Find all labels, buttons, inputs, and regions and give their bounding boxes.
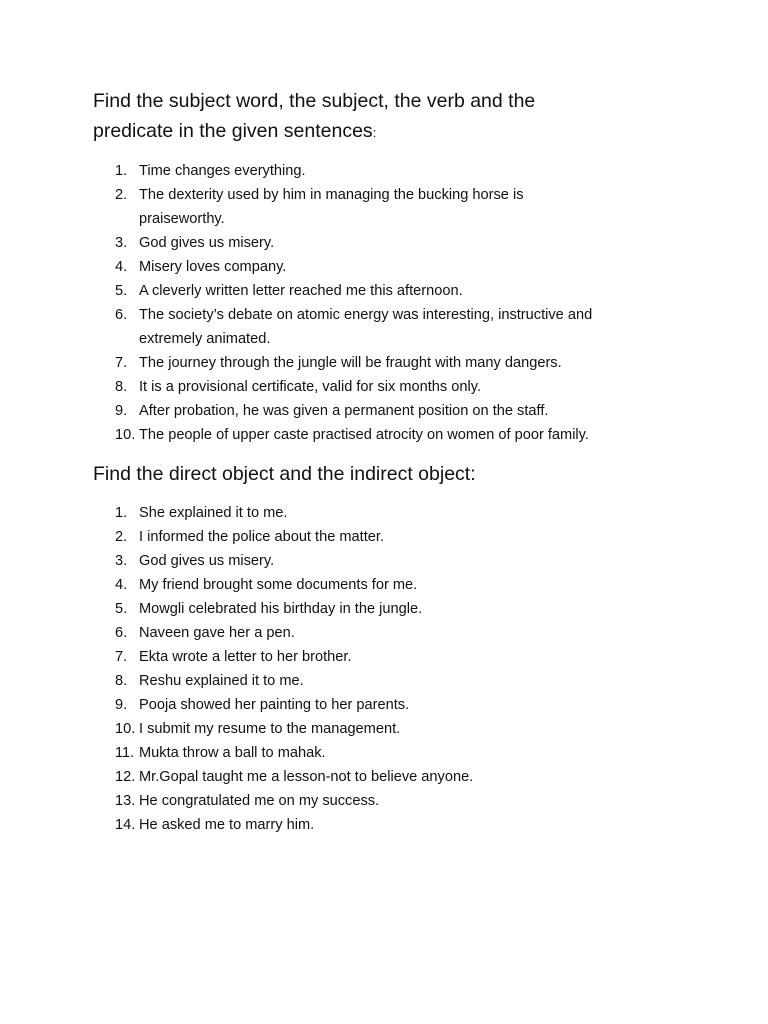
list-item-text — [139, 255, 669, 279]
list-item-text — [139, 525, 669, 549]
list-item — [0, 789, 768, 813]
list-item-text-line: The journey through the jungle will be fraught with many dangers. — [139, 355, 562, 371]
section1-heading-line1: Find the subject word, the subject, the verb and the — [93, 90, 536, 112]
list-item — [0, 183, 768, 231]
list-item-text-line: Mowgli celebrated his birthday in the jungle. — [139, 601, 423, 617]
list-item-number: 9. — [115, 697, 128, 713]
list-item-number: 6. — [115, 307, 128, 323]
list-item — [0, 501, 768, 525]
list-item — [0, 375, 768, 399]
list-item-number: 10. — [115, 721, 136, 737]
list-item — [0, 549, 768, 573]
list-item-text-line: praiseworthy. — [139, 211, 225, 227]
list-item-text — [139, 597, 669, 621]
list-item-text-line: Mukta throw a ball to mahak. — [139, 745, 326, 761]
list-item-text — [139, 501, 669, 525]
list-item-text-line: Naveen gave her a pen. — [139, 625, 295, 641]
list-item-text-line: Time changes everything. — [139, 163, 306, 179]
list-item — [0, 351, 768, 375]
list-item-number: 1. — [115, 163, 128, 179]
list-item-text — [139, 159, 669, 183]
list-item-number: 6. — [115, 625, 128, 641]
list-item-text-line: I informed the police about the matter. — [139, 529, 384, 545]
list-item — [0, 717, 768, 741]
list-item-text-line: Ekta wrote a letter to her brother. — [139, 649, 352, 665]
list-item-text — [139, 183, 669, 231]
list-item — [0, 303, 768, 351]
list-item — [0, 279, 768, 303]
list-item-number: 2. — [115, 529, 128, 545]
list-item-text-line: My friend brought some documents for me. — [139, 577, 418, 593]
list-item-text-line: A cleverly written letter reached me this afternoon. — [139, 283, 463, 299]
list-item-text-line: It is a provisional certificate, valid for six months only. — [139, 379, 482, 395]
list-item-text — [139, 549, 669, 573]
list-item-number: 13. — [115, 793, 136, 809]
list-item-text — [139, 813, 669, 837]
list-item-number: 8. — [115, 379, 128, 395]
list-item — [0, 765, 768, 789]
list-item-text-line: He asked me to marry him. — [139, 817, 315, 833]
list-item-text — [139, 399, 669, 423]
list-item-text — [139, 375, 669, 399]
section1-heading — [93, 86, 535, 148]
list-item-number: 3. — [115, 235, 128, 251]
list-item-text — [139, 279, 669, 303]
list-item — [0, 525, 768, 549]
section1-sentence-list — [0, 159, 768, 447]
list-item-text — [139, 423, 669, 447]
list-item-text-line: Pooja showed her painting to her parents. — [139, 697, 410, 713]
list-item-text — [139, 765, 669, 789]
list-item-number: 4. — [115, 577, 128, 593]
list-item-text-line: Reshu explained it to me. — [139, 673, 304, 689]
section1-heading-line2: predicate in the given sentences — [93, 120, 373, 142]
list-item-number: 8. — [115, 673, 128, 689]
list-item — [0, 741, 768, 765]
list-item-number: 7. — [115, 355, 128, 371]
list-item-text-line: God gives us misery. — [139, 553, 275, 569]
list-item-text-line: extremely animated. — [139, 331, 271, 347]
list-item — [0, 693, 768, 717]
list-item — [0, 621, 768, 645]
list-item-text-line: Mr.Gopal taught me a lesson-not to believe anyone. — [139, 769, 474, 785]
list-item-text — [139, 693, 669, 717]
list-item — [0, 597, 768, 621]
list-item-text-line: He congratulated me on my success. — [139, 793, 380, 809]
list-item-number: 14. — [115, 817, 136, 833]
list-item-text-line: I submit my resume to the management. — [139, 721, 401, 737]
list-item — [0, 255, 768, 279]
list-item-number: 5. — [115, 283, 128, 299]
list-item-text — [139, 645, 669, 669]
list-item — [0, 645, 768, 669]
list-item-text — [139, 231, 669, 255]
list-item-text — [139, 741, 669, 765]
list-item-text — [139, 573, 669, 597]
list-item-text — [139, 789, 669, 813]
list-item-number: 2. — [115, 187, 128, 203]
list-item — [0, 159, 768, 183]
list-item-text — [139, 621, 669, 645]
list-item-text — [139, 351, 669, 375]
list-item-number: 5. — [115, 601, 128, 617]
list-item-text-line: The people of upper caste practised atrocity on women of poor family. — [139, 427, 589, 443]
list-item — [0, 231, 768, 255]
list-item-text-line: God gives us misery. — [139, 235, 275, 251]
list-item-text-line: Misery loves company. — [139, 259, 287, 275]
list-item — [0, 423, 768, 447]
list-item — [0, 669, 768, 693]
section2-sentence-list — [0, 501, 768, 837]
list-item-number: 1. — [115, 505, 128, 521]
list-item-number: 9. — [115, 403, 128, 419]
list-item — [0, 813, 768, 837]
list-item-text-line: The society’s debate on atomic energy was interesting, instructive and — [139, 307, 593, 323]
list-item — [0, 573, 768, 597]
list-item-number: 7. — [115, 649, 128, 665]
list-item-number: 11. — [115, 745, 135, 761]
list-item-number: 4. — [115, 259, 128, 275]
list-item-text-line: The dexterity used by him in managing the bucking horse is — [139, 187, 524, 203]
section1-heading-colon: : — [372, 125, 377, 140]
list-item-text-line: She explained it to me. — [139, 505, 288, 521]
list-item-number: 10. — [115, 427, 136, 443]
list-item-text — [139, 717, 669, 741]
list-item-text — [139, 669, 669, 693]
list-item-text — [139, 303, 669, 351]
section2-heading: Find the direct object and the indirect object: — [93, 463, 476, 485]
list-item — [0, 399, 768, 423]
list-item-number: 12. — [115, 769, 136, 785]
list-item-number: 3. — [115, 553, 128, 569]
list-item-text-line: After probation, he was given a permanent position on the staff. — [139, 403, 549, 419]
